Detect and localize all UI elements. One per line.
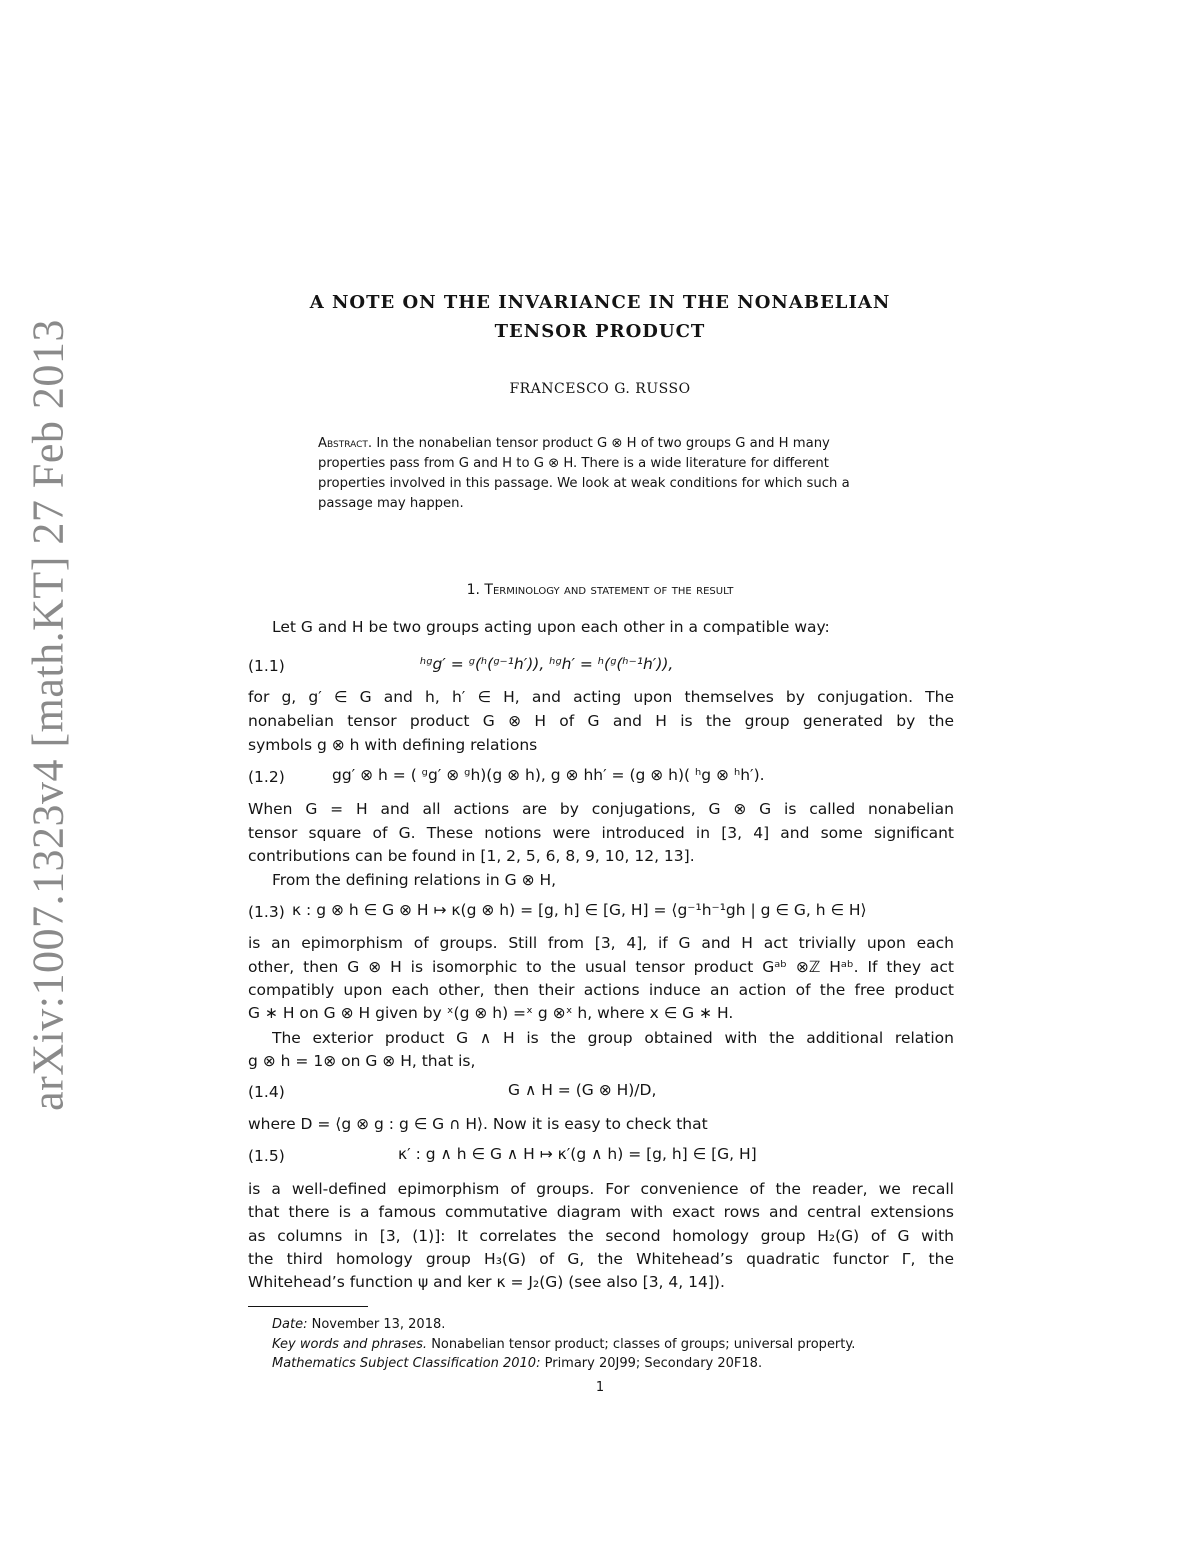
paragraph-3-line-3: contributions can be found in [1, 2, 5, 6, 8, 9, 10, 12, 13]. <box>248 847 695 865</box>
equation-label-1-5: (1.5) <box>248 1147 285 1165</box>
paragraph-2-line-3: symbols g ⊗ h with defining relations <box>248 736 538 754</box>
paragraph-8-line-2: that there is a famous commutative diagram with exact rows and central extensions <box>248 1203 954 1221</box>
paragraph-5-line-1: is an epimorphism of groups. Still from [3, 4], if G and H act trivially upon each <box>248 934 954 952</box>
abstract-label: Abstract. <box>318 436 373 451</box>
paragraph-6-line-1: The exterior product G ∧ H is the group obtained with the additional relation <box>272 1029 954 1047</box>
paragraph-3-line-1: When G = H and all actions are by conjugations, G ⊗ G is called nonabelian <box>248 800 954 818</box>
equation-label-1-4: (1.4) <box>248 1083 285 1101</box>
arxiv-stamp: arXiv:1007.1323v4 [math.KT] 27 Feb 2013 <box>23 319 73 1111</box>
paragraph-2-line-1: for g, g′ ∈ G and h, h′ ∈ H, and acting upon themselves by conjugation. The <box>248 688 954 706</box>
paragraph-6-line-2: g ⊗ h = 1⊗ on G ⊗ H, that is, <box>248 1052 476 1070</box>
abstract <box>318 434 884 514</box>
author: FRANCESCO G. RUSSO <box>509 381 691 397</box>
equation-1-1: ʰᵍg′ = ᵍ(ʰ(ᵍ⁻¹h′)), ʰᵍh′ = ʰ(ᵍ(ʰ⁻¹h′)), <box>420 655 674 673</box>
equation-label-1-2: (1.2) <box>248 768 285 786</box>
paragraph-8-line-3: as columns in [3, (1)]: It correlates the second homology group H₂(G) of G with <box>248 1227 954 1245</box>
paragraph-5-line-3: compatibly upon each other, then their actions induce an action of the free product <box>248 981 954 999</box>
paragraph-3-line-2: tensor square of G. These notions were introduced in [3, 4] and some significant <box>248 824 954 842</box>
section-title: Terminology and statement of the result <box>484 582 734 598</box>
paper-title-line-1: A NOTE ON THE INVARIANCE IN THE NONABELIAN <box>309 292 891 313</box>
section-number: 1. <box>466 582 480 598</box>
paragraph-5-line-4: G ∗ H on G ⊗ H given by ˣ(g ⊗ h) =ˣ g ⊗ˣ h, where x ∈ G ∗ H. <box>248 1004 734 1022</box>
footnote-msc-label: Mathematics Subject Classification 2010: <box>272 1356 541 1371</box>
paragraph-2-line-2: nonabelian tensor product G ⊗ H of G and H is the group generated by the <box>248 712 954 730</box>
footnote-rule <box>248 1306 368 1307</box>
paragraph-8-line-1: is a well-defined epimorphism of groups. For convenience of the reader, we recall <box>248 1180 954 1198</box>
footnote-keywords <box>272 1337 855 1352</box>
paragraph-5-line-2: other, then G ⊗ H is isomorphic to the usual tensor product Gᵃᵇ ⊗ℤ Hᵃᵇ. If they act <box>248 958 954 976</box>
equation-1-4: G ∧ H = (G ⊗ H)/D, <box>508 1081 657 1099</box>
paper-title-line-2: TENSOR PRODUCT <box>494 321 706 342</box>
equation-label-1-3: (1.3) <box>248 903 285 921</box>
footnote-date-label: Date: <box>272 1317 308 1332</box>
equation-1-3: κ : g ⊗ h ∈ G ⊗ H ↦ κ(g ⊗ h) = [g, h] ∈ [G, H] = ⟨g⁻¹h⁻¹gh | g ∈ G, h ∈ H⟩ <box>292 901 867 919</box>
footnote-msc-value: Primary 20J99; Secondary 20F18. <box>544 1356 763 1371</box>
paragraph-4: From the defining relations in G ⊗ H, <box>272 871 557 889</box>
equation-label-1-1: (1.1) <box>248 657 285 675</box>
page-number: 1 <box>595 1380 605 1395</box>
footnote-keywords-label: Key words and phrases. <box>272 1337 428 1352</box>
equation-1-5: κ′ : g ∧ h ∈ G ∧ H ↦ κ′(g ∧ h) = [g, h] ∈ [G, H] <box>398 1145 757 1163</box>
footnote-msc <box>272 1356 762 1371</box>
paragraph-8-line-5: Whitehead’s function ψ and ker κ = J₂(G) (see also [3, 4, 14]). <box>248 1273 725 1291</box>
footnote-keywords-value: Nonabelian tensor product; classes of groups; universal property. <box>431 1337 856 1352</box>
paragraph-8-line-4: the third homology group H₃(G) of G, the Whitehead’s quadratic functor Γ, the <box>248 1250 954 1268</box>
paragraph-7: where D = ⟨g ⊗ g : g ∈ G ∩ H⟩. Now it is easy to check that <box>248 1115 708 1133</box>
equation-1-2: gg′ ⊗ h = ( ᵍg′ ⊗ ᵍh)(g ⊗ h), g ⊗ hh′ = (g ⊗ h)( ʰg ⊗ ʰh′). <box>332 766 765 784</box>
abstract-text: In the nonabelian tensor product G ⊗ H of two groups G and H many properties pass from G and H to G ⊗ H. There is a wide literature for different properties involved in this passage. We look at weak conditions for which such a passage may happen. <box>318 436 850 511</box>
section-heading <box>250 582 950 598</box>
paragraph-1: Let G and H be two groups acting upon each other in a compatible way: <box>272 618 830 636</box>
footnote-date-value: November 13, 2018. <box>311 1317 446 1332</box>
footnote-date <box>272 1317 445 1332</box>
